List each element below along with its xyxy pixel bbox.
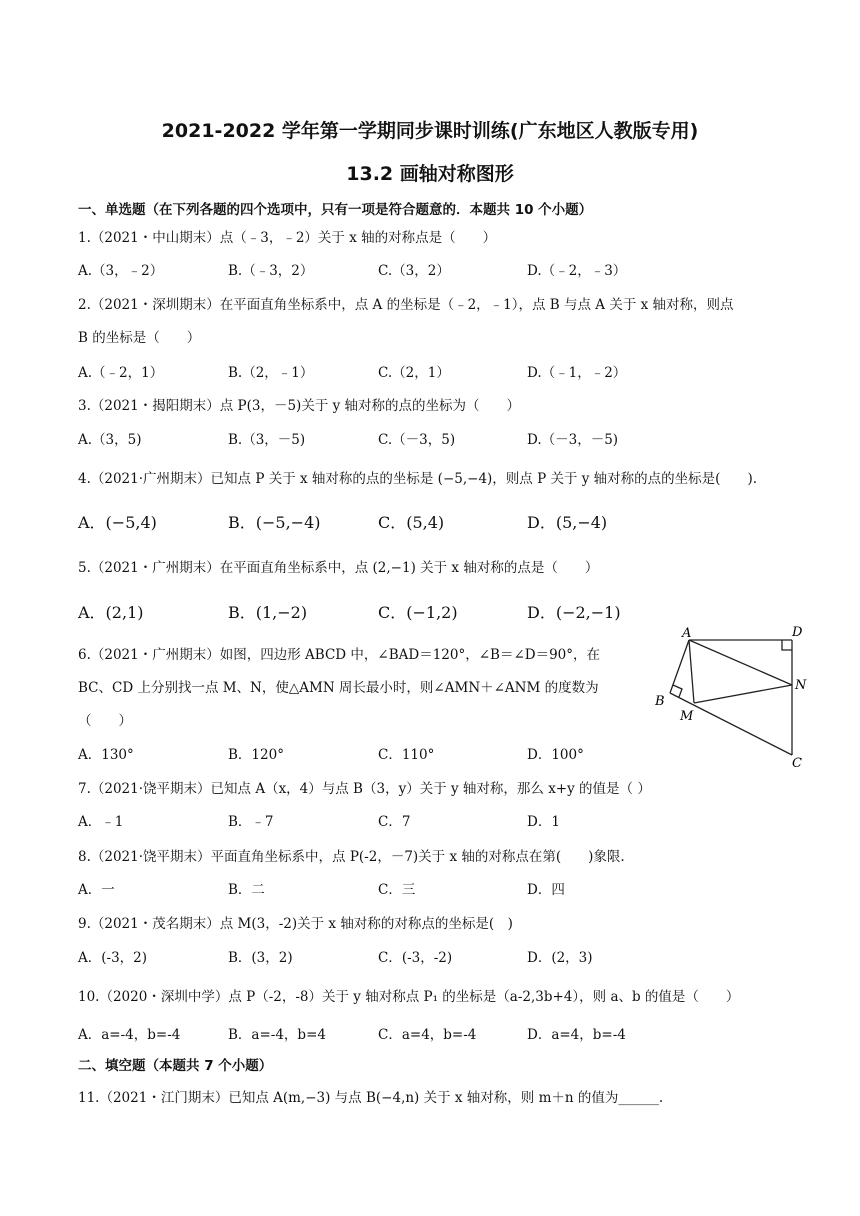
option-d: D．四 xyxy=(527,882,565,898)
question-7: 7.（2021·饶平期末）已知点 A（x，4）与点 B（3，y）关于 y 轴对称，那么 x+y 的值是（ ） xyxy=(78,781,651,797)
option-a: A.（3，5) xyxy=(78,432,142,448)
figure-label-a: A xyxy=(682,626,692,641)
figure-label-m: M xyxy=(680,709,694,724)
option-b: B．(3，2) xyxy=(228,950,293,966)
question-6-continued: BC、CD 上分别找一点 M、N，使△AMN 周长最小时，则∠AMN＋∠ANM 的度数为 xyxy=(78,680,599,696)
option-a: A.（3，﹣2） xyxy=(78,263,164,279)
option-b: B．a=-4，b=4 xyxy=(228,1027,326,1043)
question-5-options xyxy=(78,600,798,622)
option-d: D．(2，3) xyxy=(527,950,593,966)
option-a: A.（﹣2，1） xyxy=(78,365,164,381)
option-d: D．(−2,−1) xyxy=(527,603,621,622)
question-9: 9.（2021・茂名期末）点 M(3，-2)关于 x 轴对称的对称点的坐标是( ) xyxy=(78,916,513,932)
option-c: C.（3，2） xyxy=(378,263,450,279)
document-subtitle: 13.2 画轴对称图形 xyxy=(346,163,514,185)
question-10: 10.（2020・深圳中学）点 P（-2，-8）关于 y 轴对称点 P₁ 的坐标是（a-2,3b+4），则 a、b 的值是（ ） xyxy=(78,989,740,1005)
option-d: D．100° xyxy=(527,747,584,763)
question-4: 4.（2021·广州期末）已知点 P 关于 x 轴对称的点的坐标是 (−5,−4)，则点 P 关于 y 轴对称的点的坐标是( ). xyxy=(78,471,758,487)
question-9-options xyxy=(78,946,798,968)
question-2-continued: B 的坐标是（ ） xyxy=(78,330,201,346)
figure-label-b: B xyxy=(655,694,665,709)
segment-am xyxy=(689,640,694,703)
question-10-options xyxy=(78,1023,798,1045)
question-6-paren: （ ） xyxy=(78,713,132,729)
option-c: C．110° xyxy=(378,747,435,763)
option-b: B.（﹣3，2） xyxy=(228,263,314,279)
option-c: C．(5,4) xyxy=(378,513,445,532)
option-a: A．(−5,4) xyxy=(78,513,157,532)
option-d: D.（－3，－5) xyxy=(527,432,619,448)
option-d: D.（﹣2，﹣3） xyxy=(527,263,627,279)
question-5: 5.（2021・广州期末）在平面直角坐标系中，点 (2,−1) 关于 x 轴对称的点是（ ） xyxy=(78,560,599,576)
section-heading-fill-in: 二、填空题（本题共 7 个小题） xyxy=(78,1058,273,1074)
question-2: 2.（2021・深圳期末）在平面直角坐标系中，点 A 的坐标是（﹣2，﹣1），点 B 与点 A 关于 x 轴对称，则点 xyxy=(78,297,734,313)
option-c: C.（－3，5) xyxy=(378,432,456,448)
option-c: C．(−1,2) xyxy=(378,603,458,622)
option-b: B．120° xyxy=(228,747,284,763)
option-d: D．(5,−4) xyxy=(527,513,608,532)
option-d: D．1 xyxy=(527,814,560,830)
question-6: 6.（2021・广州期末）如图，四边形 ABCD 中，∠BAD＝120°，∠B＝∠D＝90°，在 xyxy=(78,647,601,663)
figure-label-c: C xyxy=(792,756,802,770)
option-d: D.（﹣1，﹣2） xyxy=(527,365,627,381)
question-1-options xyxy=(78,259,798,281)
question-2-options xyxy=(78,361,798,383)
question-1: 1.（2021・中山期末）点（﹣3，﹣2）关于 x 轴的对称点是（ ） xyxy=(78,230,497,246)
question-3: 3.（2021・揭阳期末）点 P(3，－5)关于 y 轴对称的点的坐标为（ ） xyxy=(78,398,521,414)
segment-an xyxy=(689,640,792,685)
edge-ab xyxy=(670,640,689,693)
option-b: B．(1,−2) xyxy=(228,603,308,622)
question-8-options xyxy=(78,878,798,900)
right-angle-d xyxy=(782,640,792,650)
option-a: A．(-3，2) xyxy=(78,950,148,966)
option-b: B．(−5,−4) xyxy=(228,513,321,532)
option-a: A．一 xyxy=(78,882,115,898)
question-8: 8.（2021·饶平期末）平面直角坐标系中，点 P(-2，－7)关于 x 轴的对称点在第( )象限. xyxy=(78,849,625,865)
option-a: A．130° xyxy=(78,747,134,763)
option-c: C.（2，1） xyxy=(378,365,450,381)
question-7-options xyxy=(78,810,798,832)
option-c: C．a=4，b=-4 xyxy=(378,1027,477,1043)
question-4-options xyxy=(78,510,798,532)
option-b: B．二 xyxy=(228,882,265,898)
option-b: B.（2，﹣1） xyxy=(228,365,314,381)
section-heading-single-choice: 一、单选题（在下列各题的四个选项中，只有一项是符合题意的．本题共 10 个小题） xyxy=(78,202,593,218)
option-a: A．a=-4，b=-4 xyxy=(78,1027,181,1043)
option-b: B．﹣7 xyxy=(228,814,274,830)
figure-label-d: D xyxy=(792,625,803,640)
quadrilateral-figure xyxy=(652,625,822,770)
question-11: 11.（2021・江门期末）已知点 A(m,−3) 与点 B(−4,n) 关于 x 轴对称，则 m＋n 的值为______. xyxy=(78,1090,664,1106)
option-c: C．7 xyxy=(378,814,411,830)
option-c: C．三 xyxy=(378,882,416,898)
option-a: A．(2,1) xyxy=(78,603,144,622)
document-title: 2021-2022 学年第一学期同步课时训练(广东地区人教版专用) xyxy=(161,120,699,142)
option-c: C．(-3，-2) xyxy=(378,950,453,966)
option-a: A．﹣1 xyxy=(78,814,124,830)
question-3-options xyxy=(78,428,798,450)
figure-label-n: N xyxy=(795,678,807,693)
option-b: B.（3，－5) xyxy=(228,432,306,448)
option-d: D．a=4，b=-4 xyxy=(527,1027,626,1043)
edge-bc xyxy=(670,693,792,755)
segment-mn xyxy=(694,685,792,703)
